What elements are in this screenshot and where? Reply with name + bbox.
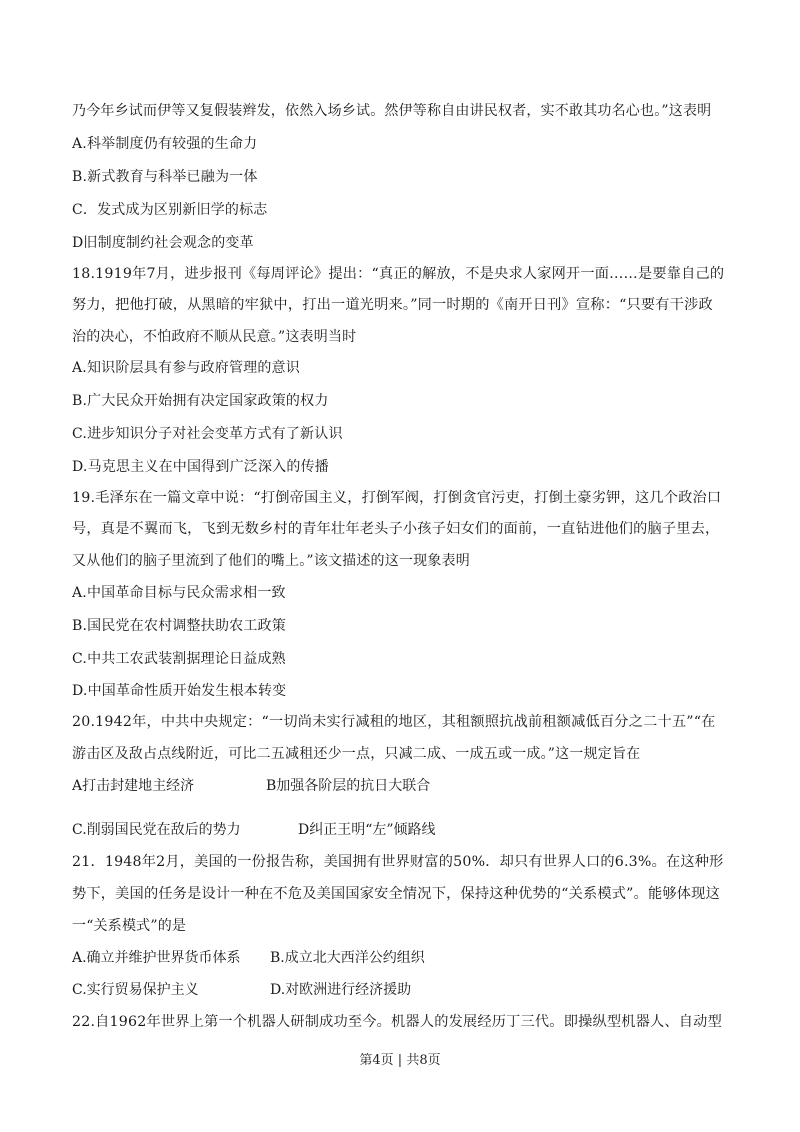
q19-option-d: D.中国革命性质开始发生根本转变 [72,683,287,699]
q21-option-c: C.实行贸易保护主义 [72,982,199,998]
q20-option-c: C.削弱国民党在敌后的势力 [72,822,241,838]
q18-option-a: A.知识阶层具有参与政府管理的意识 [72,360,300,376]
q18-option-c: C.进步知识分子对社会变革方式有了新认识 [72,426,343,442]
q20-text-line-1: 20.1942年，中共中央规定：“一切尚未实行减租的地区，其租额照抗战前租额减低百分之二十五”“在 [72,714,716,730]
q22-text-line-1: 22.自1962年世界上第一个机器人研制成功至今。机器人的发展经历丁三代。即操纵型机器人、自动型 [72,1014,722,1030]
q20-options-cd [72,820,732,840]
q21-text-line-1: 21．1948年2月，美国的一份报告称，美国拥有世界财富的50%．却只有世界人口的6.3%。在这种形 [72,854,724,870]
q17-text-tail: 乃今年乡试而伊等又复假装辫发，依然入场乡试。然伊等称自由讲民权者，实不敢其功名心也。”这表明 [72,103,712,119]
q17-option-b: B.新式教育与科举已融为一体 [72,169,258,185]
q17-option-c: C．发式成为区别新旧学的标志 [72,202,268,218]
q19-option-a: A.中国革命目标与民众需求相一致 [72,585,286,601]
q19-option-b: B.国民党在农村调整扶助农工政策 [72,618,286,634]
q19-text-line-1: 19.毛泽东在一篇文章中说：“打倒帝国主义，打倒军阀，打倒贪官污吏，打倒土豪劣钾，这几个政治口 [72,490,722,506]
q20-option-b: B加强各阶层的抗日大联合 [266,778,431,794]
page-footer: 第4页 | 共8页 [359,1053,441,1068]
q21-option-d: D.对欧洲进行经济援助 [270,982,412,998]
q18-text-line-3: 治的决心，不怕政府不顺从民意。”这表明当时 [72,329,357,345]
q18-text-line-2: 努力，把他打破，从黑暗的牢狱中，打出一道光明来。”同一时期的《南开日刊》宣称：“只要有干涉政 [72,297,713,313]
q21-options-cd [72,980,732,1000]
q17-option-a: A.科举制度仍有较强的生命力 [72,136,258,152]
q21-text-line-3: 一“关系模式”的是 [72,918,187,934]
q20-option-d: D纠正王明“左”倾路线 [298,822,436,838]
q20-options-ab [72,776,732,796]
q21-option-a: A.确立并维护世界货币体系 [72,950,241,966]
q21-text-line-2: 势下，美国的任务是设计一种在不危及美国国家安全情况下，保持这种优势的“关系模式”。能够体现这 [72,886,720,902]
q19-text-line-2: 号，真是不翼而飞，飞到无数乡村的青年壮年老头子小孩子妇女们的面前，一直钻进他们的脑子里去， [72,521,720,537]
q18-option-b: B.广大民众开始拥有决定国家政策的权力 [72,393,329,409]
q21-option-b: B.成立北大西洋公约组织 [270,950,425,966]
q18-option-d: D.马克思主义在中国得到广泛深入的传播 [72,459,329,475]
q20-text-line-2: 游击区及敌占点线附近，可比二五减租还少一点，只减二成、一成五或一成。”这一规定旨在 [72,746,641,762]
q20-option-a: A打击封建地主经济 [72,778,195,794]
q19-option-c: C.中共工农武装割据理论日益成熟 [72,651,286,667]
q21-options-ab [72,948,732,968]
q18-text-line-1: 18.1919年7月，进步报刊《每周评论》提出：“真正的解放，不是央求人家网开一面……是要靠自己的 [72,266,725,282]
q17-option-d: D旧制度制约社会观念的变革 [72,235,254,251]
q19-text-line-3: 又从他们的脑子里流到了他们的嘴上。”该文描述的这一现象表明 [72,553,470,569]
